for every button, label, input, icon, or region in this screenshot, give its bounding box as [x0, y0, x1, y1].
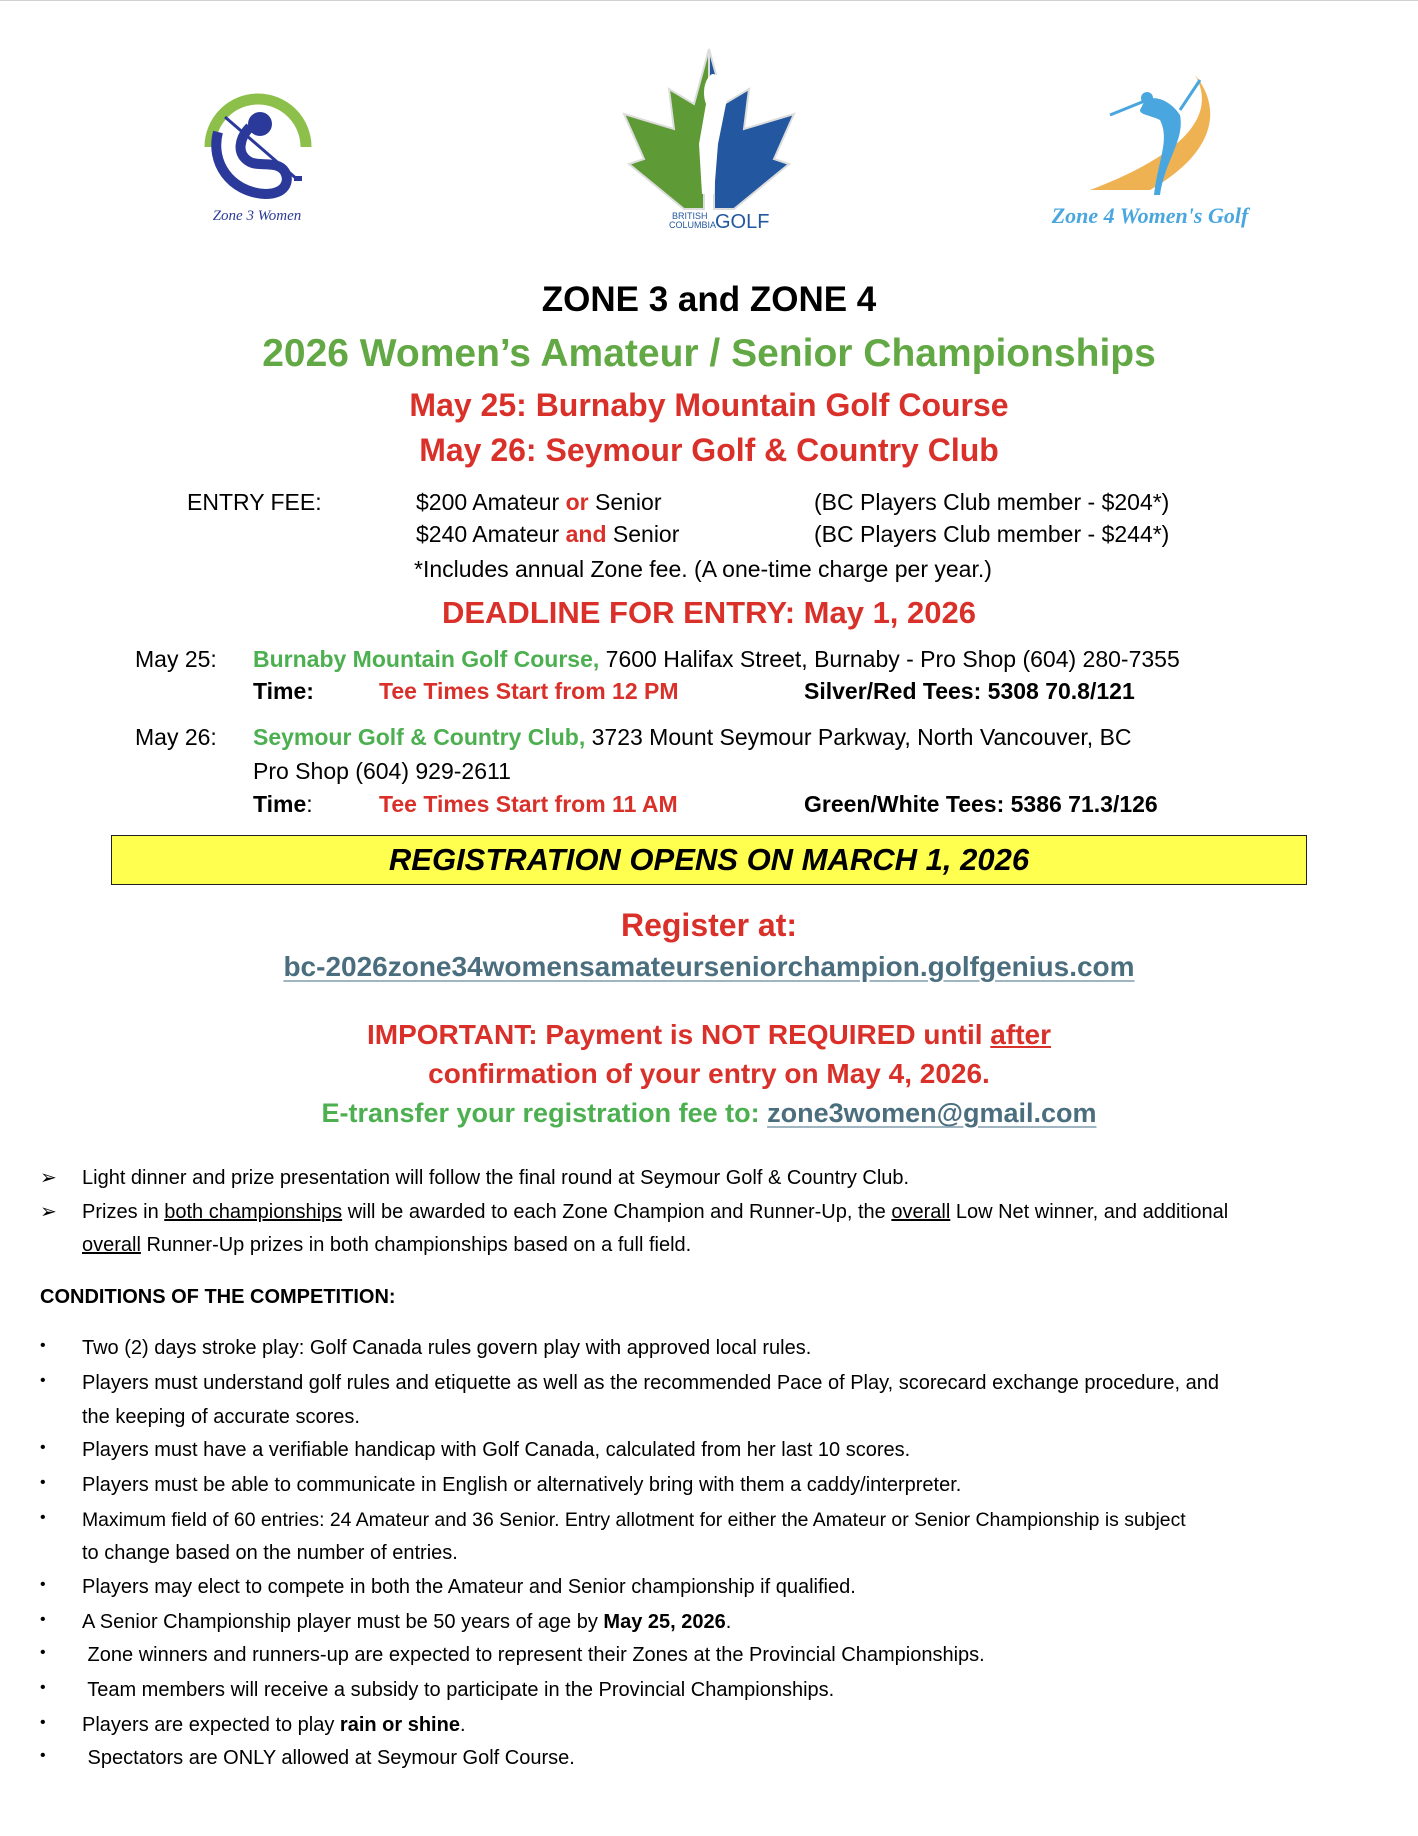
underlined-text: both championships — [164, 1201, 343, 1223]
text: will be awarded to each Zone Champion and Runner-Up, the — [342, 1201, 892, 1223]
bullet-icon: • — [40, 1474, 46, 1491]
entry-fee-note: *Includes annual Zone fee. (A one-time charge per year.) — [414, 556, 992, 582]
important-line-2: confirmation of your entry on May 4, 2026. — [428, 1058, 990, 1089]
entry-fee-label: ENTRY FEE: — [187, 489, 322, 515]
fee-and: and — [565, 521, 607, 547]
text: A Senior Championship player must be 50 years of age by — [82, 1611, 604, 1633]
bullet-icon: • — [40, 1714, 46, 1731]
condition-item-continued: the keeping of accurate scores. — [82, 1406, 360, 1428]
venue-2-details — [253, 723, 1132, 751]
etransfer-email-link[interactable]: zone3women@gmail.com — [767, 1098, 1097, 1128]
bullet-icon: • — [40, 1439, 46, 1456]
bc-logo-text-golf: GOLF — [715, 211, 770, 233]
register-at-label: Register at: — [620, 907, 798, 943]
zones-heading: ZONE 3 and ZONE 4 — [541, 280, 877, 319]
venue-2-name: Seymour Golf & Country Club, — [253, 724, 586, 750]
venue-1-time-label: Time: — [253, 678, 314, 704]
venue-2-address: 3723 Mount Seymour Parkway, North Vancouver, BC — [585, 724, 1132, 750]
important-after: after — [990, 1019, 1051, 1050]
entry-fee-row-1 — [416, 488, 661, 516]
venue-2-tees: Green/White Tees: 5386 71.3/126 — [804, 791, 1158, 817]
etransfer-label: E-transfer your registration fee to: — [321, 1098, 768, 1128]
venue-2-date: May 26: — [135, 724, 217, 750]
fee-amount: $200 Amateur — [416, 489, 566, 515]
registration-banner — [111, 835, 1307, 885]
venue-1-details — [253, 645, 1180, 673]
bc-golf-logo — [614, 44, 804, 234]
bullet-icon: • — [40, 1576, 46, 1593]
venue-1-address: 7600 Halifax Street, Burnaby - Pro Shop (604) 280-7355 — [599, 646, 1180, 672]
bullet-icon: • — [40, 1372, 46, 1389]
note-dinner: Light dinner and prize presentation will follow the final round at Seymour Golf & Country Club. — [82, 1167, 910, 1189]
condition-item: Spectators are ONLY allowed at Seymour Golf Course. — [82, 1747, 575, 1769]
arrow-bullet-icon: ➢ — [40, 1167, 57, 1189]
text: . — [459, 1714, 466, 1736]
condition-item — [82, 1712, 466, 1738]
text: Runner-Up prizes in both championships based on a full field. — [140, 1234, 692, 1256]
venue-2-pro-shop: Pro Shop (604) 929-2611 — [253, 758, 511, 784]
zone3-women-logo — [190, 72, 325, 227]
entry-fee-member-2: (BC Players Club member - $244*) — [814, 521, 1170, 547]
bold-text: rain or shine — [339, 1714, 460, 1736]
venue-2-tee-time: Tee Times Start from 11 AM — [379, 791, 678, 817]
underlined-text: overall — [82, 1234, 141, 1256]
zone3-logo-text: Zone 3 Women — [212, 208, 302, 224]
condition-item: Players may elect to compete in both the Amateur and Senior championship if qualified. — [82, 1576, 856, 1598]
text: Players are expected to play — [82, 1714, 340, 1736]
bc-logo-text-british: BRITISH — [672, 211, 708, 221]
condition-item: Zone winners and runners-up are expected to represent their Zones at the Provincial Championships. — [82, 1644, 985, 1666]
venue-1-tee-time: Tee Times Start from 12 PM — [379, 678, 679, 704]
fee-category: Senior — [606, 521, 680, 547]
entry-fee-row-2 — [416, 520, 679, 548]
bullet-icon: • — [40, 1509, 46, 1526]
bullet-icon: • — [40, 1679, 46, 1696]
entry-fee-member-1: (BC Players Club member - $204*) — [814, 489, 1170, 515]
important-line-1 — [0, 1018, 1418, 1052]
bc-logo-text-columbia: COLUMBIA — [669, 220, 717, 230]
venue-2-time-label — [253, 790, 313, 818]
time-label: Time — [253, 791, 307, 817]
etransfer-line — [0, 1096, 1418, 1130]
text: . — [725, 1611, 732, 1633]
condition-item: Team members will receive a subsidy to participate in the Provincial Championships. — [82, 1679, 835, 1701]
time-colon: : — [306, 791, 313, 817]
zone4-womens-golf-logo — [1030, 70, 1270, 230]
register-url-row — [0, 950, 1418, 984]
text: Low Net winner, and additional — [950, 1201, 1229, 1223]
note-prizes-line-1 — [82, 1199, 1228, 1225]
underlined-text: overall — [891, 1201, 951, 1223]
condition-item: Players must understand golf rules and etiquette as well as the recommended Pace of Play, scorecard exchange procedure, and — [82, 1372, 1219, 1394]
text: Prizes in — [82, 1201, 165, 1223]
arrow-bullet-icon: ➢ — [40, 1201, 57, 1223]
condition-item: Two (2) days stroke play: Golf Canada rules govern play with approved local rules. — [82, 1337, 812, 1359]
bullet-icon: • — [40, 1337, 46, 1354]
note-prizes-line-2 — [82, 1232, 691, 1258]
condition-item — [82, 1609, 731, 1635]
day1-venue-heading: May 25: Burnaby Mountain Golf Course — [409, 387, 1009, 423]
condition-item: Players must be able to communicate in English or alternatively bring with them a caddy/interpreter. — [82, 1474, 962, 1496]
venue-1-tees: Silver/Red Tees: 5308 70.8/121 — [804, 678, 1135, 704]
registration-banner-text: REGISTRATION OPENS ON MARCH 1, 2026 — [388, 842, 1030, 877]
bold-date: May 25, 2026 — [603, 1611, 726, 1633]
fee-or: or — [565, 489, 589, 515]
register-url-link[interactable]: bc-2026zone34womensamateurseniorchampion.golfgenius.com — [283, 951, 1135, 982]
championship-title: 2026 Women’s Amateur / Senior Championships — [262, 332, 1156, 375]
fee-amount: $240 Amateur — [416, 521, 566, 547]
venue-1-name: Burnaby Mountain Golf Course, — [253, 646, 600, 672]
page-top-border — [0, 0, 1418, 1]
condition-item: Maximum field of 60 entries: 24 Amateur and 36 Senior. Entry allotment for either the Amateur or Senior Championship is subject — [82, 1509, 1186, 1531]
venue-1-date: May 25: — [135, 646, 217, 672]
condition-item-continued: to change based on the number of entries. — [82, 1542, 458, 1564]
day2-venue-heading: May 26: Seymour Golf & Country Club — [419, 432, 999, 468]
bullet-icon: • — [40, 1611, 46, 1628]
fee-category: Senior — [588, 489, 662, 515]
zone4-logo-text: Zone 4 Women's Golf — [1051, 203, 1249, 228]
deadline-heading: DEADLINE FOR ENTRY: May 1, 2026 — [441, 595, 976, 630]
important-text: IMPORTANT: Payment is NOT REQUIRED until — [366, 1019, 991, 1050]
bullet-icon: • — [40, 1747, 46, 1764]
conditions-heading: CONDITIONS OF THE COMPETITION: — [40, 1286, 396, 1308]
bullet-icon: • — [40, 1644, 46, 1661]
condition-item: Players must have a verifiable handicap with Golf Canada, calculated from her last 10 scores. — [82, 1439, 911, 1461]
